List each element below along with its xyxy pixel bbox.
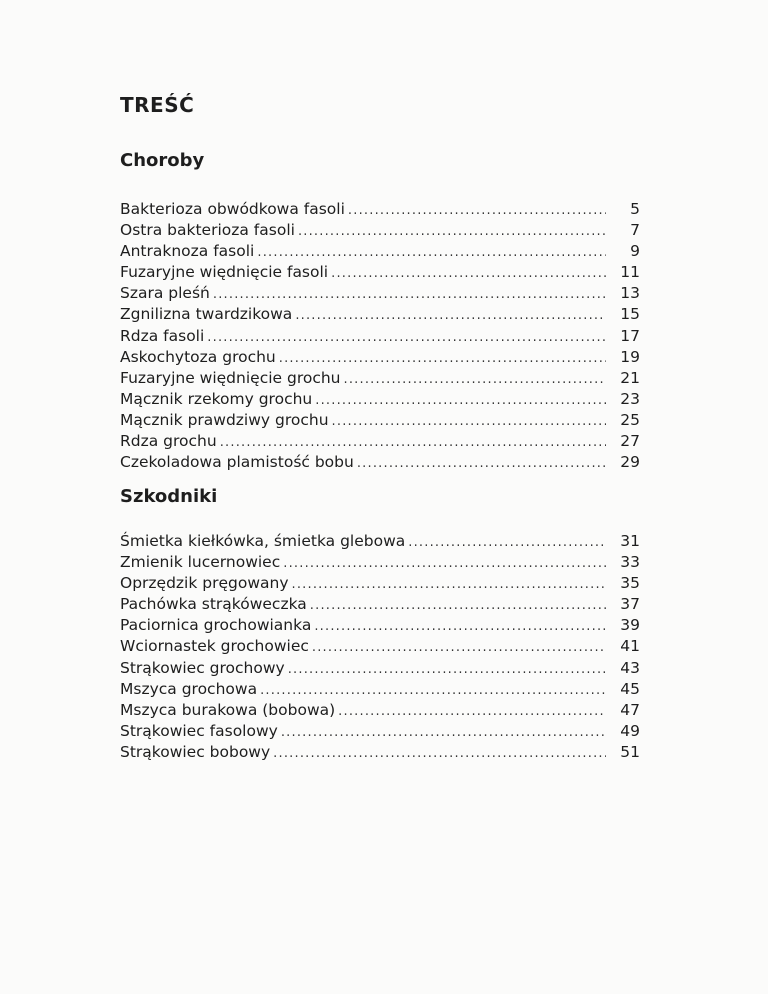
toc-entry-page-number: 45 (620, 679, 640, 698)
dot-leader (312, 637, 606, 658)
toc-entry (120, 431, 640, 452)
toc-entry-title: Czekoladowa plamistość bobu (120, 453, 354, 472)
toc-entry-page-number: 37 (620, 595, 640, 614)
toc-entry (120, 742, 640, 763)
toc-entry (120, 636, 640, 657)
dot-leader (408, 532, 606, 553)
toc-entry-page-number: 19 (620, 347, 640, 366)
toc-entry-title: Śmietka kiełkówka, śmietka glebowa (120, 532, 406, 550)
toc-entry (120, 368, 640, 389)
toc-entry (120, 679, 640, 700)
toc-entry-page-number: 43 (620, 658, 640, 677)
toc-entry-page-number: 51 (620, 742, 640, 761)
dot-leader (315, 390, 606, 411)
dot-leader (260, 680, 606, 701)
toc-entry-title: Zmienik lucernowiec (120, 553, 281, 572)
toc-entry (120, 615, 640, 636)
toc-entry-title: Antraknoza fasoli (120, 242, 255, 261)
dot-leader (220, 432, 606, 453)
dot-leader (348, 200, 606, 221)
toc-entry-page-number: 35 (620, 574, 640, 593)
dot-leader (292, 574, 606, 595)
toc-entry (120, 220, 640, 241)
toc-entry-title: Mszyca burakowa (bobowa) (120, 700, 336, 719)
toc-entry (120, 304, 640, 325)
dot-leader (357, 453, 606, 474)
toc-entry-title: Askochytoza grochu (120, 347, 276, 366)
dot-leader (207, 327, 606, 348)
toc-entry (120, 326, 640, 347)
toc-list-szkodniki (120, 531, 640, 763)
toc-entry-page-number: 5 (630, 200, 640, 218)
toc-entry-title: Ostra bakterioza fasoli (120, 221, 295, 240)
toc-entry (120, 452, 640, 473)
section-heading-szkodniki: Szkodniki (120, 486, 218, 507)
toc-entry-title: Fuzaryjne więdnięcie grochu (120, 368, 341, 387)
toc-entry (120, 410, 640, 431)
page-title: TREŚĆ (120, 93, 195, 117)
toc-list-choroby (120, 199, 640, 473)
dot-leader (257, 242, 606, 263)
toc-entry-title: Wciornastek grochowiec (120, 637, 309, 656)
dot-leader (279, 348, 606, 369)
dot-leader (283, 553, 606, 574)
toc-entry (120, 658, 640, 679)
dot-leader (332, 411, 606, 432)
toc-entry-title: Rdza grochu (120, 432, 217, 451)
dot-leader (288, 659, 606, 680)
toc-entry-page-number: 49 (620, 721, 640, 740)
toc-entry-title: Pachówka strąkóweczka (120, 595, 307, 614)
toc-entry-title: Strąkowiec grochowy (120, 658, 285, 677)
toc-entry (120, 552, 640, 573)
toc-entry-page-number: 27 (620, 432, 640, 451)
toc-entry-title: Mszyca grochowa (120, 679, 258, 698)
toc-entry-page-number: 39 (620, 616, 640, 635)
toc-entry-page-number: 47 (620, 700, 640, 719)
toc-entry (120, 721, 640, 742)
toc-entry-page-number: 7 (630, 221, 640, 240)
toc-entry-title: Rdza fasoli (120, 326, 205, 345)
toc-entry-page-number: 9 (630, 242, 640, 261)
toc-entry (120, 347, 640, 368)
dot-leader (314, 616, 606, 637)
dot-leader (331, 263, 606, 284)
dot-leader (213, 284, 606, 305)
dot-leader (344, 369, 606, 390)
dot-leader (338, 701, 606, 722)
toc-entry (120, 389, 640, 410)
toc-entry (120, 531, 640, 552)
toc-entry-page-number: 23 (620, 389, 640, 408)
toc-entry-title: Bakterioza obwódkowa fasoli (120, 200, 345, 218)
toc-entry (120, 262, 640, 283)
toc-entry (120, 283, 640, 304)
toc-entry-title: Mącznik rzekomy grochu (120, 389, 313, 408)
toc-entry-page-number: 11 (620, 263, 640, 282)
dot-leader (273, 743, 606, 764)
toc-entry (120, 594, 640, 615)
toc-entry-page-number: 41 (620, 637, 640, 656)
toc-entry-title: Strąkowiec fasolowy (120, 721, 278, 740)
toc-entry-page-number: 25 (620, 410, 640, 429)
toc-entry-page-number: 31 (620, 532, 640, 550)
toc-entry-page-number: 21 (620, 368, 640, 387)
toc-entry-title: Paciornica grochowianka (120, 616, 312, 635)
dot-leader (310, 595, 606, 616)
toc-entry-title: Oprzędzik pręgowany (120, 574, 289, 593)
toc-entry-title: Zgnilizna twardzikowa (120, 305, 293, 324)
toc-entry-page-number: 33 (620, 553, 640, 572)
toc-entry-title: Strąkowiec bobowy (120, 742, 271, 761)
toc-entry-title: Fuzaryjne więdnięcie fasoli (120, 263, 329, 282)
toc-entry (120, 573, 640, 594)
dot-leader (295, 305, 606, 326)
dot-leader (298, 221, 606, 242)
toc-entry-title: Szara pleśń (120, 284, 210, 303)
toc-entry-page-number: 17 (620, 326, 640, 345)
toc-entry (120, 700, 640, 721)
toc-entry-title: Mącznik prawdziwy grochu (120, 410, 329, 429)
toc-entry (120, 241, 640, 262)
toc-entry-page-number: 13 (620, 284, 640, 303)
dot-leader (281, 722, 606, 743)
toc-entry-page-number: 29 (620, 453, 640, 472)
section-heading-choroby: Choroby (120, 150, 205, 171)
toc-entry (120, 199, 640, 220)
toc-entry-page-number: 15 (620, 305, 640, 324)
